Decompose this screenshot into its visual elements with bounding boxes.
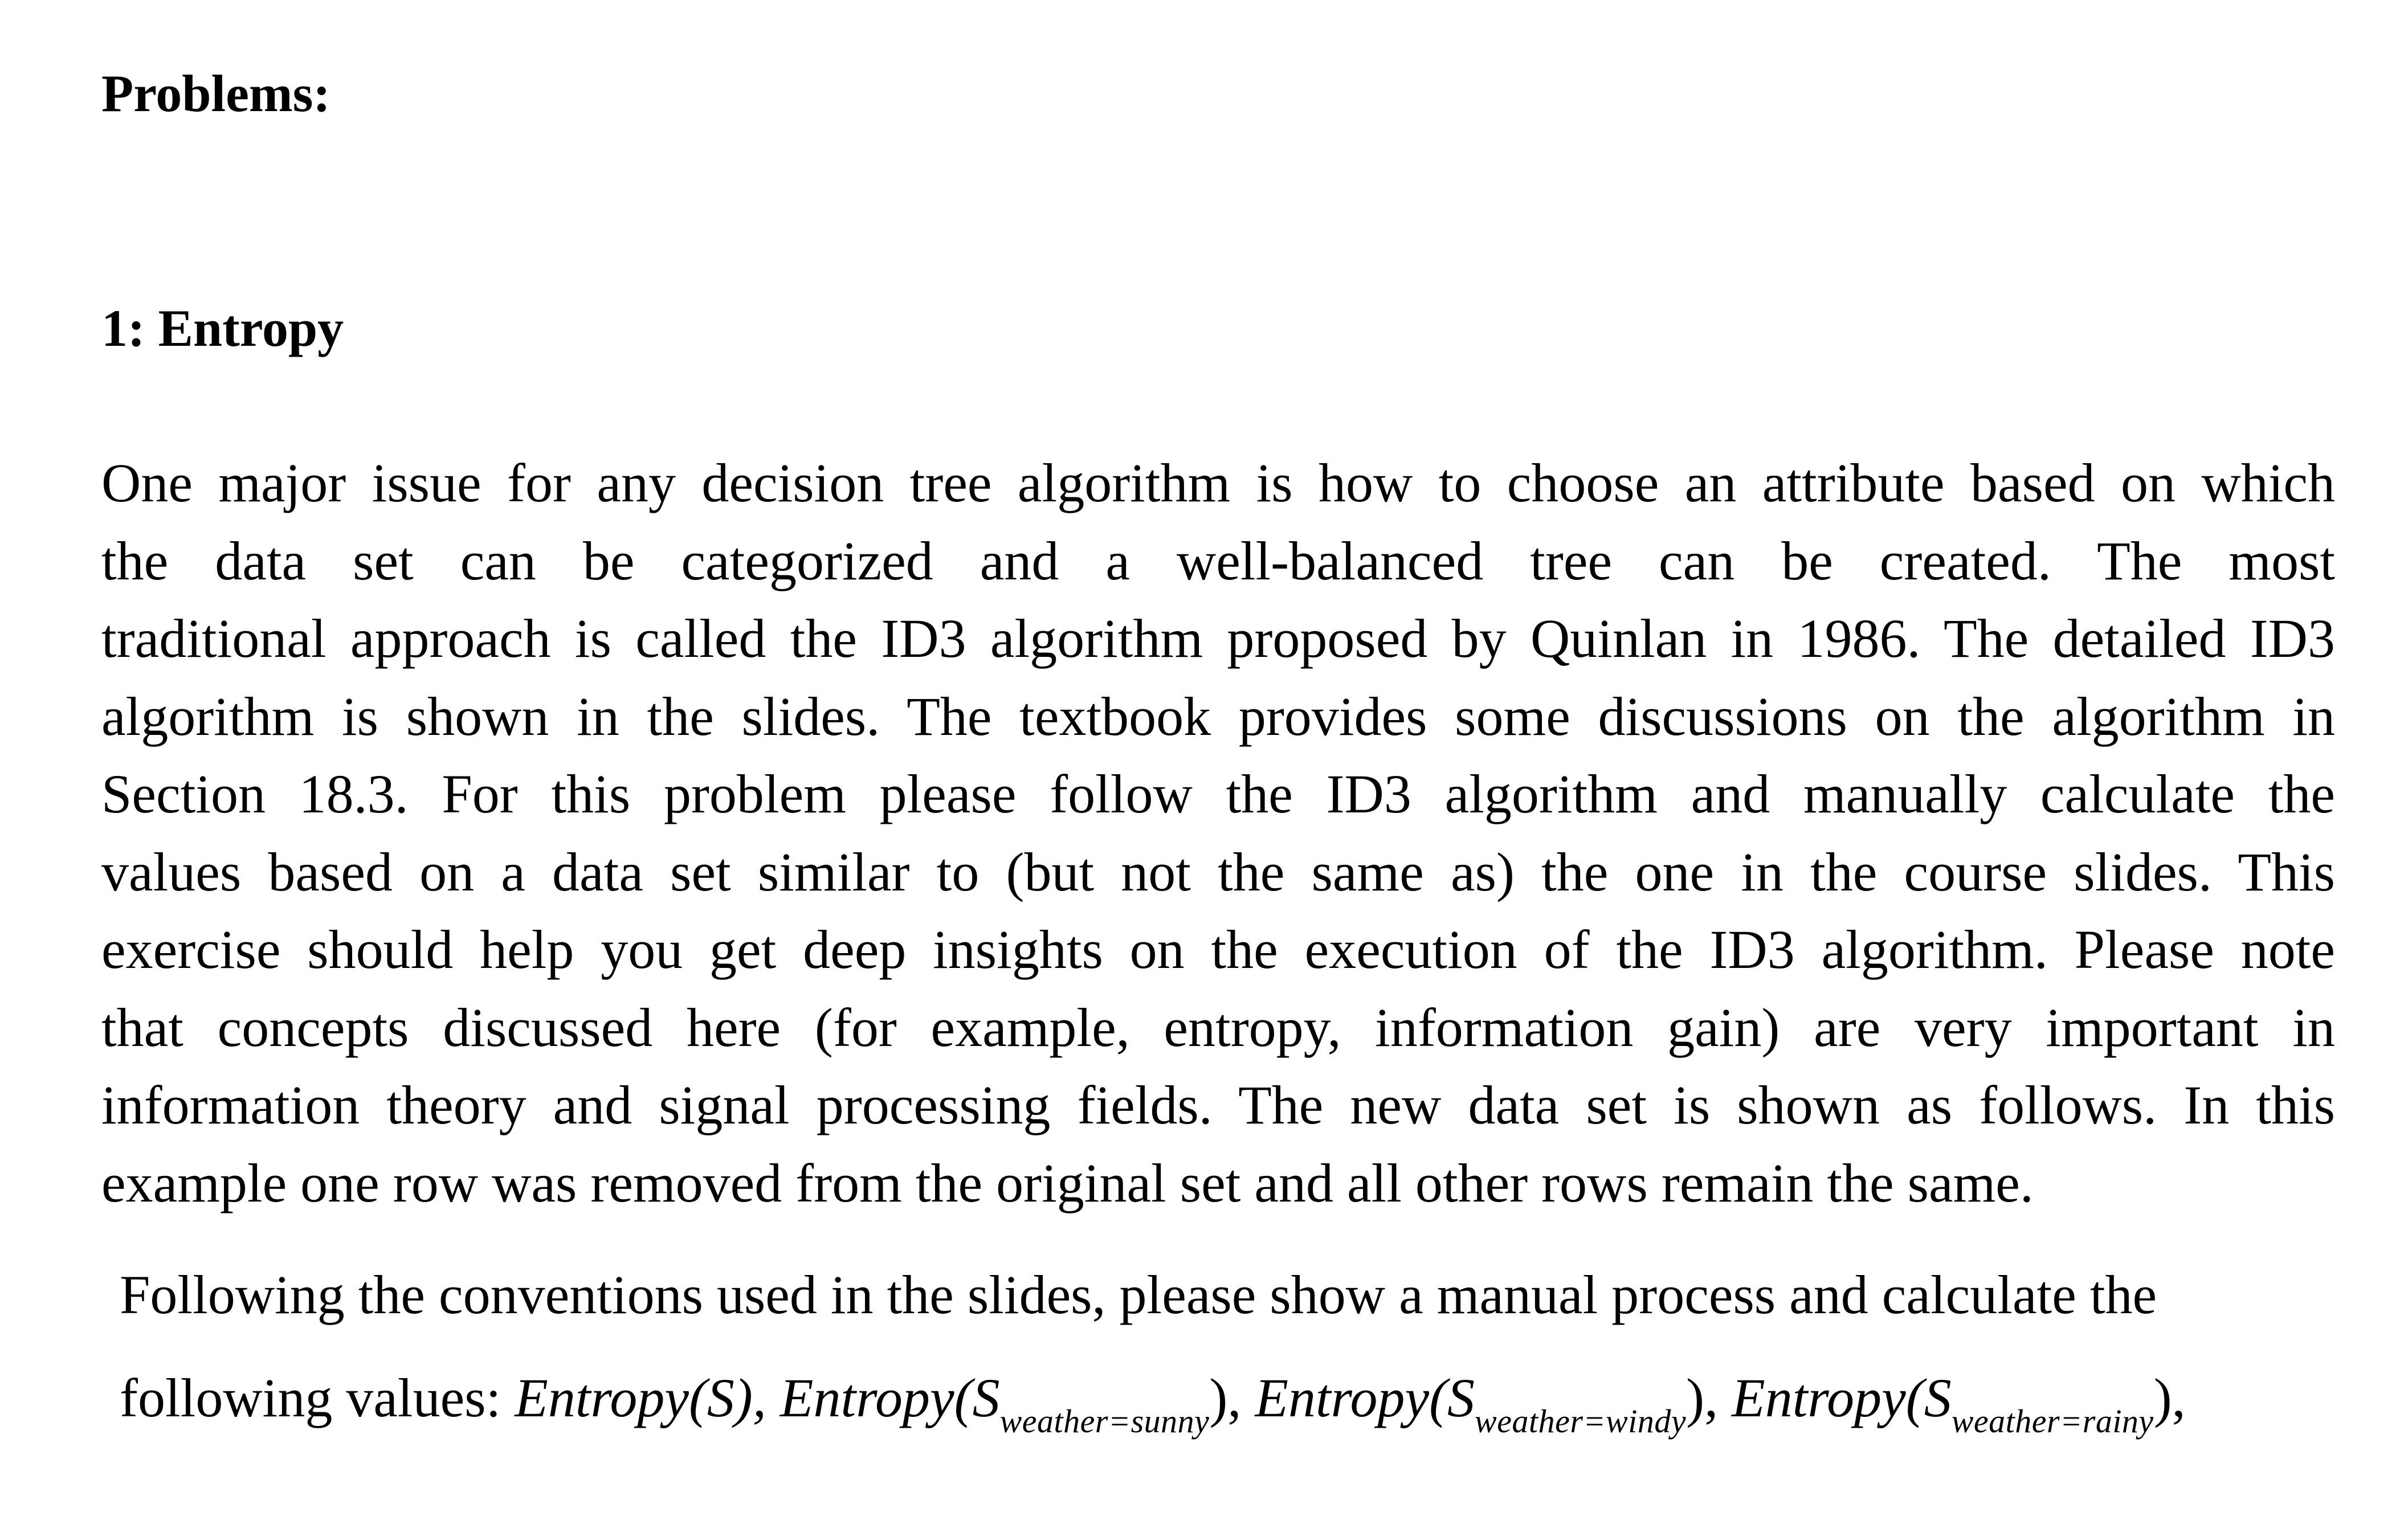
formula-close: ), [1209,1367,1242,1428]
intro-paragraph [101,444,2335,1222]
formula-entropy-fn: Entropy(S [1255,1367,1475,1428]
formula-close: ), [1686,1367,1719,1428]
formula-subscript-sunny: weather=sunny [999,1403,1210,1440]
task-line-1: Following the conventions used in the slides, please show a manual process and calculate the [120,1264,2157,1325]
intro-line: values based on a data set similar to (but not the same as) the one in the course slides. This [101,841,2335,902]
formula-entropy-s: Entropy(S), [515,1367,766,1428]
intro-line: information theory and signal processing fields. The new data set is shown as follows. In this [101,1074,2335,1135]
intro-line: One major issue for any decision tree algorithm is how to choose an attribute based on which [101,452,2335,513]
formula-subscript-rainy: weather=rainy [1951,1403,2154,1440]
intro-line: the data set can be categorized and a well-balanced tree can be created. The most [101,530,2335,591]
task-paragraph [120,1264,2186,1440]
formula-close: ), [2153,1367,2186,1428]
problems-heading: Problems: [101,64,331,122]
formula-subscript-windy: weather=windy [1475,1403,1687,1440]
formula-entropy-fn: Entropy(S [1732,1367,1952,1428]
intro-line: that concepts discussed here (for example, entropy, information gain) are very important in [101,996,2335,1058]
formula-entropy-fn: Entropy(S [779,1367,1000,1428]
entropy-section-heading: 1: Entropy [101,299,344,357]
intro-line: Section 18.3. For this problem please follow the ID3 algorithm and manually calculate the [101,763,2335,824]
intro-line: example one row was removed from the original set and all other rows remain the same. [101,1152,2034,1213]
intro-line: exercise should help you get deep insights on the execution of the ID3 algorithm. Please note [101,919,2335,980]
task-line-2 [120,1367,2186,1440]
intro-line: algorithm is shown in the slides. The textbook provides some discussions on the algorithm in [101,685,2335,747]
intro-line: traditional approach is called the ID3 algorithm proposed by Quinlan in 1986. The detailed ID3 [101,608,2335,669]
task-prefix: following values: [120,1367,515,1428]
